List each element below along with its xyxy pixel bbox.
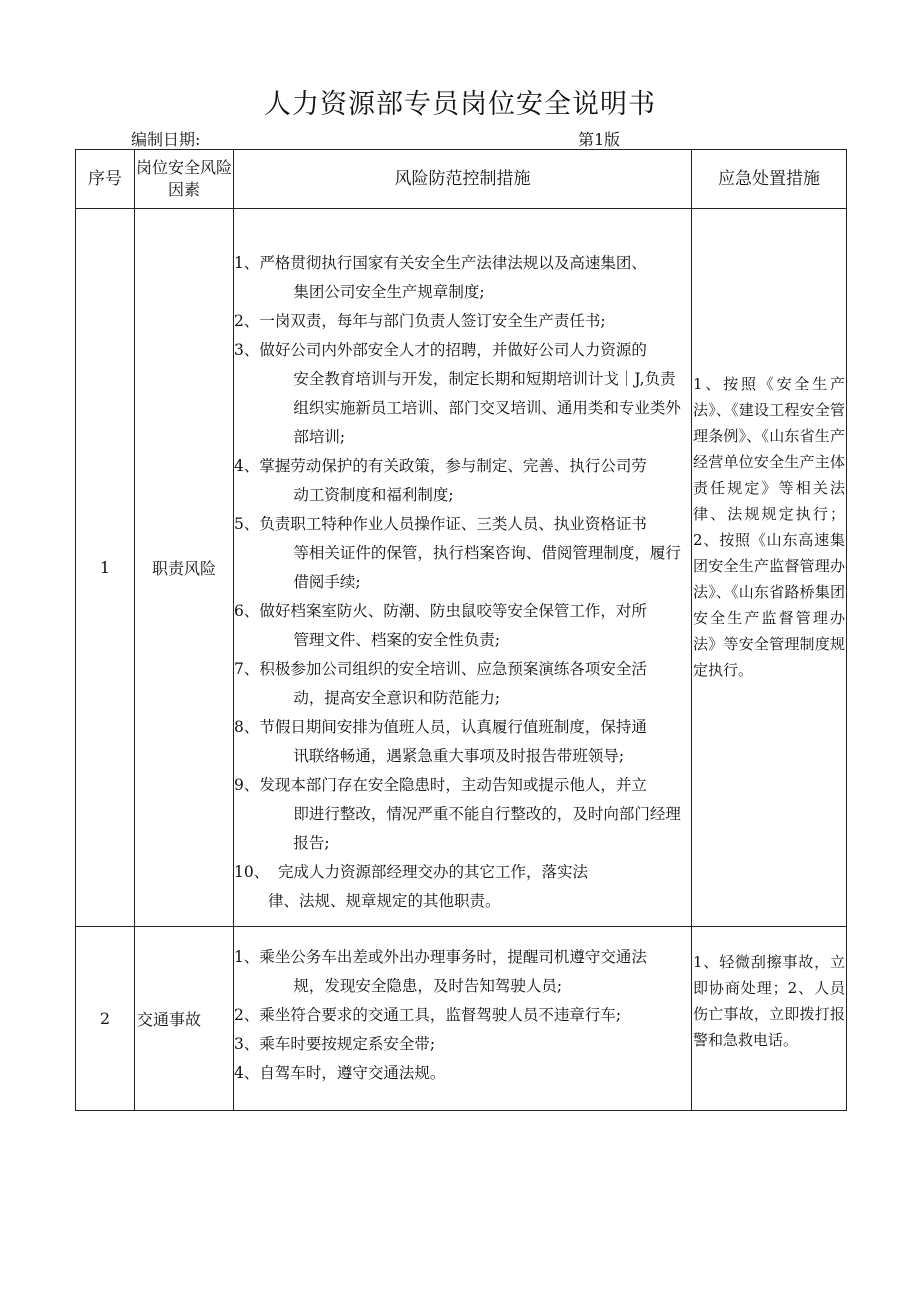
measure-item bbox=[234, 1030, 691, 1059]
emergency-text: 1、按照《安全生产法》、《建设工程安全管理条例》、《山东省生产经营单位安全生产主体责任规定》等相关法律、法规规定执行；2、按照《山东高速集团安全生产监督管理办法》、《山东省路桥集团安全生产监督管理办法》等安全管理制度规定执行。 bbox=[693, 375, 845, 679]
measure-text bbox=[259, 307, 691, 336]
header-risk-factor: 岗位安全风险因素 bbox=[135, 150, 234, 209]
row-risk-factor: 职责风险 bbox=[135, 209, 234, 927]
emergency-text: 1、轻微刮擦事故，立即协商处理；2、人员伤亡事故，立即拨打报警和急救电话。 bbox=[693, 953, 845, 1049]
measure-line: 动，提高安全意识和防范能力; bbox=[293, 689, 501, 707]
row-risk-factor: 交通事故 bbox=[135, 927, 234, 1111]
measure-line: 发现本部门存在安全隐患时，主动告知或提示他人，并立 bbox=[259, 776, 647, 794]
table-row bbox=[76, 209, 847, 927]
measure-item bbox=[234, 510, 691, 597]
measure-line: 律、法规、规章规定的其他职责。 bbox=[268, 892, 501, 910]
measure-line: 即进行整改，情况严重不能自行整改的，及时向部门经理 bbox=[293, 805, 681, 823]
emergency-cell bbox=[692, 927, 847, 1111]
measures-cell bbox=[234, 927, 692, 1111]
measure-number: 10、 bbox=[234, 863, 270, 881]
measure-number: 5、 bbox=[234, 515, 260, 533]
measure-line: 负责职工特种作业人员操作证、三类人员、执业资格证书 bbox=[259, 515, 647, 533]
measure-item bbox=[234, 336, 691, 452]
safety-table bbox=[75, 149, 847, 1111]
measure-text bbox=[259, 1030, 691, 1059]
compile-date-label: 编制日期: bbox=[131, 130, 201, 149]
measure-line: 做好档案室防火、防潮、防虫鼠咬等安全保管工作，对所 bbox=[259, 602, 647, 620]
measure-line: 自驾车时，遵守交通法规。 bbox=[259, 1064, 446, 1082]
measure-line: 完成人力资源部经理交办的其它工作，落实法 bbox=[278, 863, 589, 881]
measure-number: 3、 bbox=[234, 1035, 260, 1053]
measure-text bbox=[259, 597, 691, 655]
emergency-cell bbox=[692, 209, 847, 927]
measure-text bbox=[259, 771, 691, 858]
measure-item bbox=[234, 771, 691, 858]
measures-list bbox=[234, 927, 691, 1088]
table-row bbox=[76, 927, 847, 1111]
row-no: 1 bbox=[76, 209, 135, 927]
measure-line: 等相关证件的保管，执行档案咨询、借阅管理制度，履行 bbox=[293, 544, 681, 562]
measure-text bbox=[259, 510, 691, 597]
measure-line: 乘坐符合要求的交通工具，监督驾驶人员不违章行车; bbox=[259, 1006, 622, 1024]
measure-text bbox=[259, 713, 691, 771]
measure-item bbox=[234, 1001, 691, 1030]
version-label: 第1版 bbox=[578, 130, 621, 149]
measure-line: 一岗双责，每年与部门负责人签订安全生产责任书; bbox=[259, 312, 606, 330]
measure-item bbox=[234, 597, 691, 655]
measure-text bbox=[268, 858, 691, 916]
measure-number: 2、 bbox=[234, 312, 260, 330]
measure-text bbox=[259, 336, 691, 452]
measure-number: 7、 bbox=[234, 660, 260, 678]
measure-item bbox=[234, 452, 691, 510]
measure-number: 6、 bbox=[234, 602, 260, 620]
measure-number: 8、 bbox=[234, 718, 260, 736]
measure-line: 集团公司安全生产规章制度; bbox=[293, 283, 485, 301]
measure-line: 乘坐公务车出差或外出办理事务时，提醒司机遵守交通法 bbox=[259, 948, 647, 966]
measure-line: 借阅手续; bbox=[293, 573, 361, 591]
measure-item bbox=[234, 307, 691, 336]
measure-text bbox=[259, 1059, 691, 1088]
measure-line: 规，发现安全隐患，及时告知驾驶人员; bbox=[293, 977, 563, 995]
measure-item bbox=[234, 943, 691, 1001]
row-no: 2 bbox=[76, 927, 135, 1111]
measure-line: 报告; bbox=[293, 834, 330, 852]
measure-line: 安全教育培训与开发，制定长期和短期培训计戈｜J,负责 bbox=[293, 370, 676, 388]
measure-line: 组织实施新员工培训、部门交叉培训、通用类和专业类外 bbox=[293, 399, 681, 417]
measure-line: 做好公司内外部安全人才的招聘，并做好公司人力资源的 bbox=[259, 341, 647, 359]
measure-text bbox=[259, 655, 691, 713]
measure-line: 严格贯彻执行国家有关安全生产法律法规以及高速集团、 bbox=[259, 254, 647, 272]
header-no: 序号 bbox=[76, 150, 135, 209]
header-emergency: 应急处置措施 bbox=[692, 150, 847, 209]
measure-text bbox=[259, 1001, 691, 1030]
measure-number: 4、 bbox=[234, 457, 260, 475]
measure-item bbox=[234, 249, 691, 307]
measure-line: 管理文件、档案的安全性负责; bbox=[293, 631, 501, 649]
measure-line: 动工资制度和福利制度; bbox=[293, 486, 454, 504]
header-control-measures: 风险防范控制措施 bbox=[234, 150, 692, 209]
measure-line: 节假日期间安排为值班人员，认真履行值班制度，保持通 bbox=[259, 718, 647, 736]
measure-text bbox=[259, 943, 691, 1001]
measure-line: 部培训; bbox=[293, 428, 346, 446]
measure-item bbox=[234, 655, 691, 713]
measure-number: 9、 bbox=[234, 776, 260, 794]
measure-item bbox=[234, 713, 691, 771]
measures-cell bbox=[234, 209, 692, 927]
table-header-row bbox=[76, 150, 847, 209]
measure-number: 1、 bbox=[234, 948, 260, 966]
measure-line: 乘车时要按规定系安全带; bbox=[259, 1035, 436, 1053]
measure-line: 讯联络畅通，遇紧急重大事项及时报告带班领导; bbox=[293, 747, 625, 765]
document-title: 人力资源部专员岗位安全说明书 bbox=[264, 89, 656, 120]
measure-text bbox=[259, 452, 691, 510]
measure-text bbox=[259, 249, 691, 307]
measure-number: 1、 bbox=[234, 254, 260, 272]
measure-number: 3、 bbox=[234, 341, 260, 359]
measure-item bbox=[234, 858, 691, 916]
measure-line: 掌握劳动保护的有关政策，参与制定、完善、执行公司劳 bbox=[259, 457, 647, 475]
measure-number: 2、 bbox=[234, 1006, 260, 1024]
measure-number: 4、 bbox=[234, 1064, 260, 1082]
measures-list bbox=[234, 219, 691, 916]
measure-line: 积极参加公司组织的安全培训、应急预案演练各项安全活 bbox=[259, 660, 647, 678]
measure-item bbox=[234, 1059, 691, 1088]
